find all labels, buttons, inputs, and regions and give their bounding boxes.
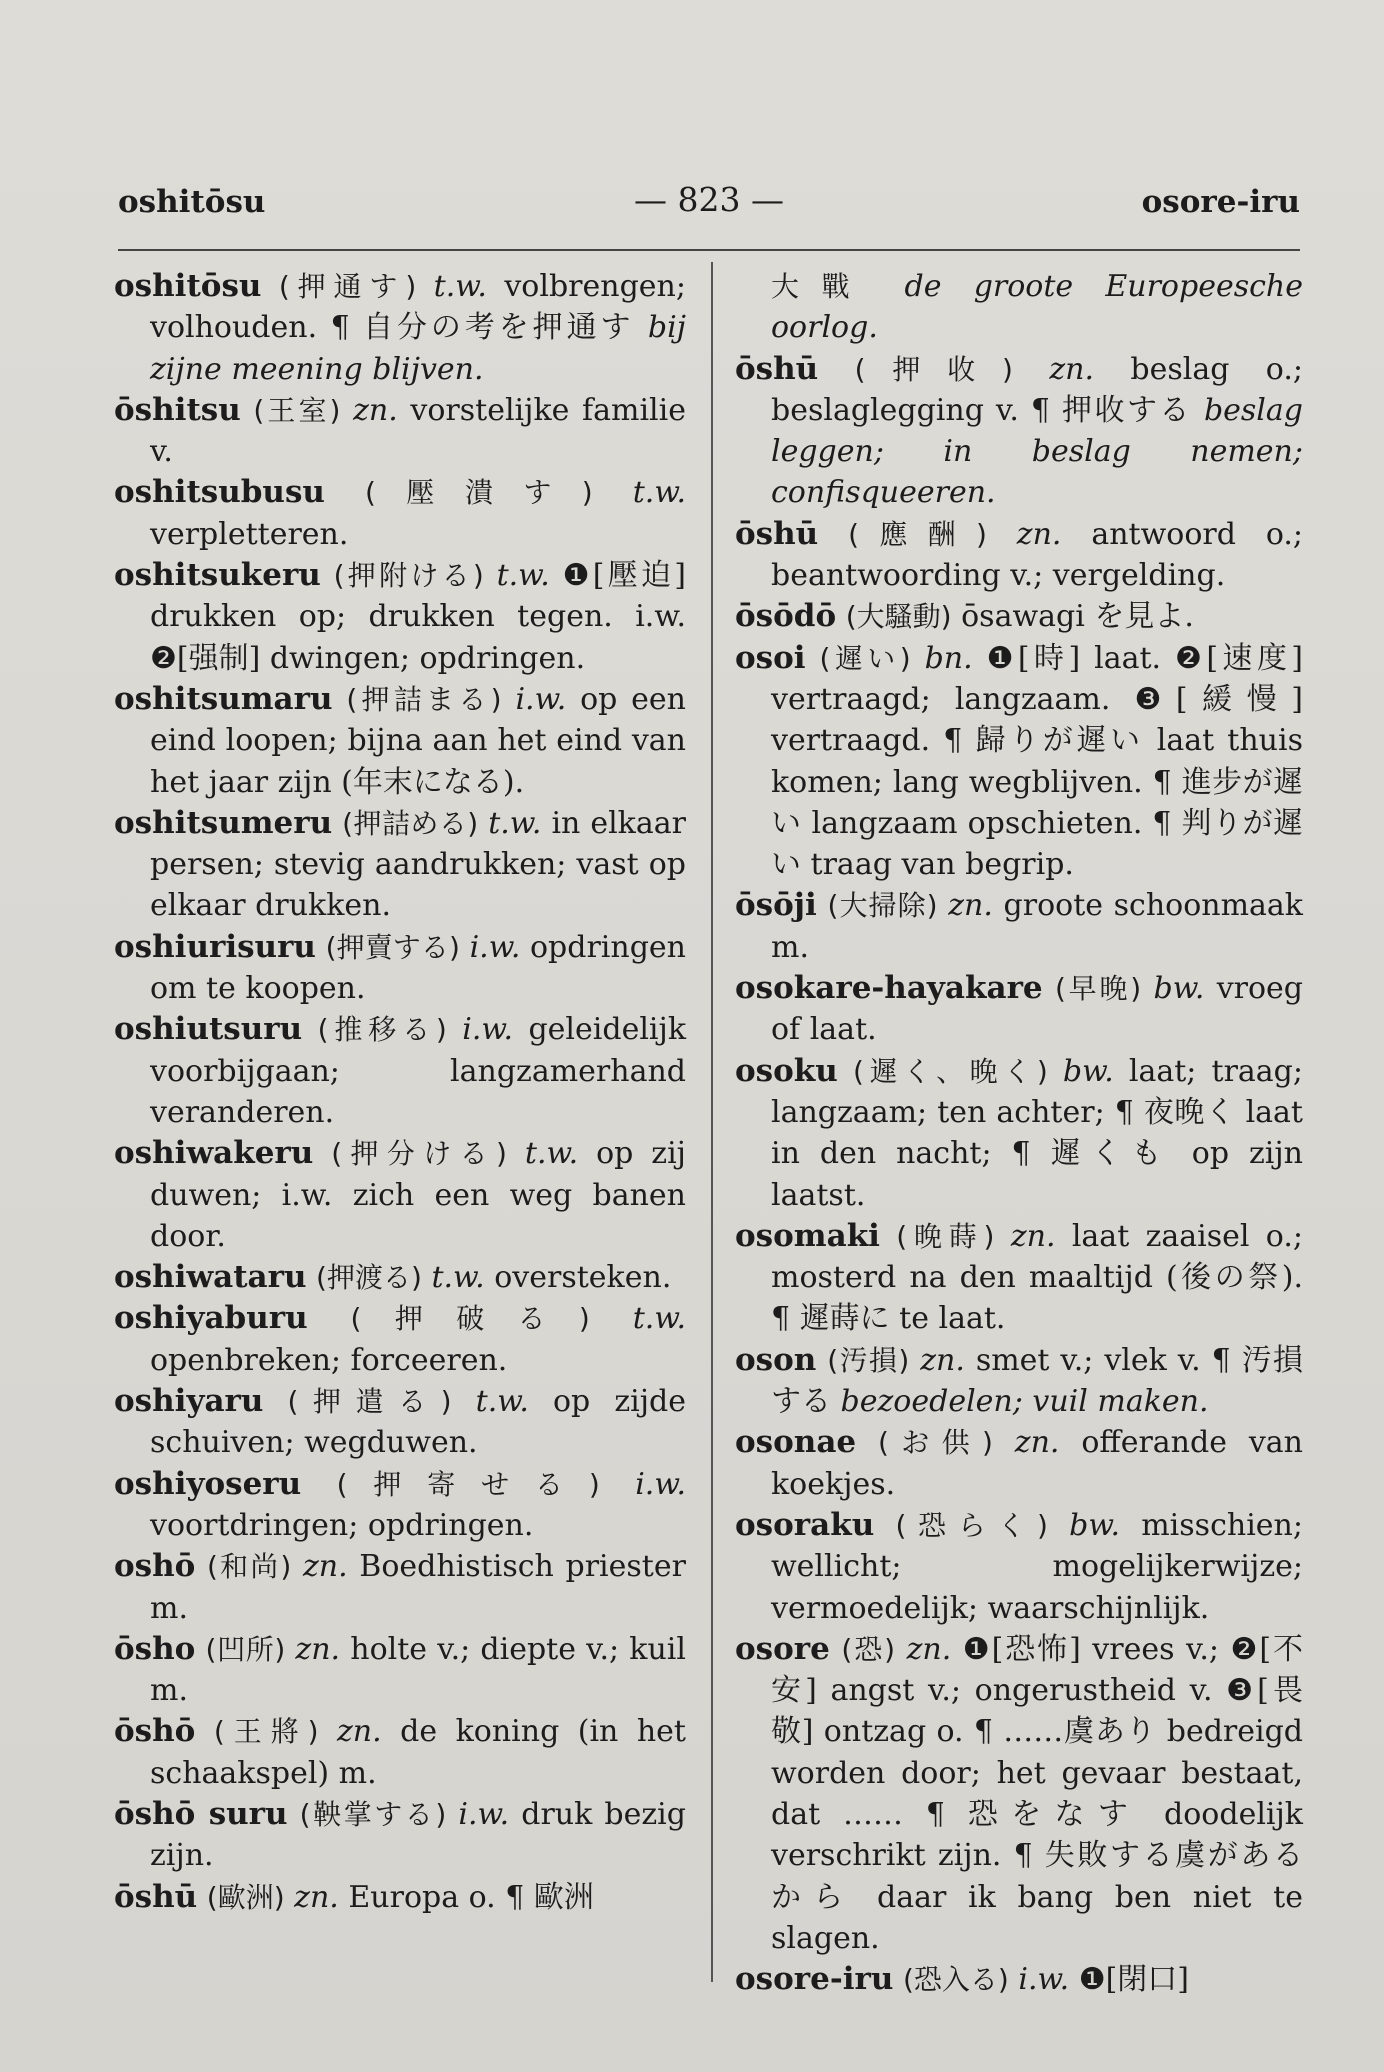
entry-definition: ōsawagi を見よ. — [961, 599, 1194, 635]
dictionary-entry — [735, 1959, 1303, 2000]
entry-grammar: zn. — [920, 1342, 965, 1378]
entry-example: de groote Europeesche oorlog. — [771, 269, 1303, 346]
entry-headword: osonae — [735, 1424, 857, 1461]
entry-grammar: zn. — [1010, 1218, 1056, 1254]
entry-headword: ōsōdō — [735, 598, 837, 635]
entry-headword: oshiyaru — [114, 1383, 264, 1420]
entry-kanji: (押渡る) — [316, 1261, 422, 1295]
entry-headword: oshiyoseru — [114, 1465, 302, 1502]
entry-kanji: (恐らく) — [895, 1508, 1048, 1542]
dictionary-entry — [735, 1422, 1303, 1505]
dictionary-entry — [114, 1133, 686, 1257]
entry-definition: oversteken. — [494, 1260, 672, 1296]
entry-definition: ❶[恐怖] vrees v.; ❷[不安] angst v.; ongerustheid v. ❸[畏敬] ontzag o. ¶ ……虞あり bedreigd worden door; het gevaar bestaat, dat …… ¶ 恐をなす doodelijk verschrikt zijn. ¶ 失敗する虞があるから daar ik bang ben niet te slagen. — [771, 1631, 1303, 1956]
entry-grammar: zn. — [353, 392, 398, 428]
entry-headword: ōshū — [735, 515, 819, 552]
dictionary-entry — [114, 803, 686, 927]
dictionary-entry — [735, 514, 1303, 597]
entry-definition: vorstelijke familie v. — [150, 392, 686, 470]
entry-headword: oshitōsu — [114, 268, 262, 304]
entry-definition: druk bezig zijn. — [150, 1796, 686, 1874]
entry-grammar: t.w. — [475, 1384, 529, 1420]
entry-definition: op zijde schuiven; wegduwen. — [150, 1384, 686, 1461]
dictionary-entry — [735, 968, 1303, 1051]
dictionary-entry — [735, 596, 1303, 637]
left-column — [114, 266, 686, 1918]
entry-definition: volbrengen; volhouden. ¶ 自分の考を押通す — [150, 269, 686, 346]
entry-kanji: (王將) — [213, 1715, 319, 1749]
dictionary-entry — [114, 472, 686, 555]
dictionary-entry — [114, 1257, 686, 1298]
entry-kanji: (押寄せる) — [336, 1467, 600, 1501]
page-number: — 823 — — [634, 180, 784, 219]
entry-headword: oshiwakeru — [114, 1135, 314, 1172]
entry-definition: opdringen om te koopen. — [150, 929, 687, 1007]
dictionary-entry — [114, 1794, 686, 1877]
entry-definition: de koning (in het schaakspel) m. — [150, 1714, 686, 1791]
entry-grammar: zn. — [906, 1631, 952, 1667]
entry-headword: oshitsumeru — [114, 804, 333, 841]
entry-definition: in elkaar persen; stevig aandrukken; vast op elkaar drukken. — [150, 805, 686, 924]
dictionary-entry — [735, 1629, 1303, 1959]
entry-headword: oshitsubusu — [114, 474, 325, 511]
entry-kanji: (押詰める) — [342, 806, 479, 840]
entry-headword: ōshū — [114, 1878, 198, 1915]
entry-definition: groote schoonmaak m. — [771, 888, 1303, 965]
entry-kanji: (推移る) — [317, 1013, 447, 1047]
dictionary-entry — [114, 1629, 686, 1712]
entry-kanji: (押賣する) — [325, 930, 460, 964]
entry-grammar: i.w. — [1018, 1962, 1070, 1998]
entry-grammar: i.w. — [458, 1796, 510, 1832]
entry-headword: oshiyaburu — [114, 1300, 308, 1337]
entry-grammar: t.w. — [433, 269, 487, 304]
entry-kanji: (恐入る) — [902, 1963, 1009, 1997]
dictionary-entry — [114, 266, 686, 390]
entry-headword: osore — [735, 1630, 830, 1667]
entry-grammar: t.w. — [488, 805, 542, 841]
entry-headword: oshiwataru — [114, 1259, 307, 1296]
entry-kanji: (鞅掌する) — [299, 1797, 447, 1831]
entry-headword: ōshitsu — [114, 391, 241, 428]
entry-grammar: zn. — [294, 1879, 339, 1915]
entry-grammar: zn. — [337, 1714, 382, 1750]
entry-definition: openbreken; forceeren. — [150, 1342, 508, 1378]
entry-kanji: (押分ける) — [331, 1137, 507, 1171]
entry-definition: beslag o.; beslaglegging v. ¶ 押收する — [771, 351, 1303, 428]
entry-headword: ōsōji — [735, 887, 817, 924]
entry-example: bezoedelen; vuil maken. — [840, 1384, 1209, 1420]
entry-kanji: (押通す) — [278, 270, 417, 303]
dictionary-entry — [114, 390, 686, 473]
entry-grammar: bw. — [1069, 1507, 1121, 1543]
entry-definition: Boedhistisch priester m. — [150, 1549, 686, 1626]
dictionary-entry — [735, 1216, 1303, 1340]
entry-kanji: (汚損) — [827, 1343, 910, 1377]
dictionary-entry — [735, 1505, 1303, 1629]
dictionary-entry — [735, 349, 1303, 514]
guide-word-left: oshitōsu — [118, 184, 266, 220]
guide-word-right: osore-iru — [1141, 184, 1300, 220]
entry-grammar: zn. — [295, 1631, 341, 1667]
entry-definition: ❶[壓迫] drukken op; drukken tegen. i.w. ❷[强制] dwingen; opdringen. — [150, 558, 686, 676]
entry-grammar: zn. — [948, 888, 993, 924]
column-divider — [711, 262, 713, 1982]
header-rule — [118, 249, 1300, 251]
entry-definition: vroeg of laat. — [771, 971, 1303, 1048]
dictionary-entry — [114, 1381, 686, 1464]
entry-definition: smet v.; vlek v. ¶ 汚損する — [771, 1342, 1303, 1420]
entry-headword: osoraku — [735, 1506, 875, 1543]
entry-grammar: i.w. — [515, 681, 567, 717]
entry-definition: laat; traag; langzaam; ten achter; ¶ 夜晚く laat in den nacht; ¶ 遲くも op zijn laatst. — [771, 1053, 1303, 1213]
entry-definition: holte v.; diepte v.; kuil m. — [150, 1631, 686, 1709]
right-column — [735, 266, 1303, 2000]
entry-kanji: (和尚) — [207, 1550, 292, 1584]
entry-kanji: (應酬) — [848, 517, 987, 551]
entry-example: beslag leggen; in beslag nemen; confisqueeren. — [771, 392, 1303, 511]
entry-example: bij zijne meening blijven. — [150, 310, 686, 387]
entry-headword: osokare-hayakare — [735, 970, 1043, 1007]
entry-definition: misschien; wellicht; mogelijkerwijze; vermoedelijk; waarschijnlijk. — [771, 1507, 1303, 1626]
entry-definition: ❶[閉口] — [1078, 1962, 1189, 1998]
entry-kanji: (早晚) — [1054, 972, 1142, 1006]
entry-kanji: (凹所) — [205, 1632, 286, 1666]
dictionary-entry — [114, 555, 686, 679]
dictionary-entry — [114, 1546, 686, 1629]
entry-kanji: (歐洲) — [206, 1880, 285, 1914]
entry-kanji: (押收) — [854, 352, 1013, 386]
entry-grammar: bn. — [924, 640, 973, 676]
entry-kanji: (遲い) — [819, 641, 911, 675]
dictionary-entry — [735, 1340, 1303, 1423]
entry-grammar: t.w. — [524, 1136, 579, 1172]
entry-grammar: i.w. — [469, 929, 521, 965]
entry-definition: op zij duwen; i.w. zich een weg banen door. — [150, 1136, 686, 1254]
entry-grammar: t.w. — [496, 558, 550, 594]
entry-kanji: (大掃除) — [827, 889, 938, 923]
entry-definition: ❶[時] laat. ❷[速度] vertraagd; langzaam. ❸[緩慢] vertraagd. ¶ 歸りが遲い laat thuis komen; lang wegblijven. ¶ 進步が遲い langzaam opschieten. ¶ 判りが遲い traag van begrip. — [771, 640, 1303, 883]
entry-kanji: (押遣る) — [287, 1385, 452, 1419]
entry-headword: osoi — [735, 639, 806, 676]
entry-grammar: t.w. — [632, 475, 686, 511]
entry-headword: osoku — [735, 1052, 838, 1089]
entry-grammar: zn. — [302, 1549, 348, 1585]
entry-definition: offerande van koekjes. — [771, 1425, 1303, 1502]
entry-headword: oshiurisuru — [114, 928, 316, 965]
entry-headword: oson — [735, 1341, 817, 1378]
entry-definition: op een eind loopen; bijna aan het eind van het jaar zijn (年末になる). — [150, 681, 686, 800]
dictionary-entry — [114, 1009, 686, 1133]
dictionary-entry — [114, 1711, 686, 1794]
entry-kanji: (遲く、晚く) — [852, 1054, 1048, 1088]
entry-headword: oshō — [114, 1548, 196, 1585]
entry-definition: antwoord o.; beantwoording v.; vergelding. — [771, 516, 1303, 594]
entry-grammar: bw. — [1153, 971, 1205, 1007]
dictionary-entry — [114, 1298, 686, 1381]
dictionary-entry — [735, 1051, 1303, 1216]
entry-headword: ōshō — [114, 1713, 196, 1750]
entry-definition: geleidelijk voorbijgaan; langzamerhand veranderen. — [150, 1012, 686, 1130]
entry-grammar: i.w. — [462, 1012, 514, 1048]
entry-headword: osomaki — [735, 1217, 880, 1254]
entry-kanji: (押附ける) — [333, 559, 484, 593]
entry-headword: oshiutsuru — [114, 1011, 303, 1048]
entry-definition: laat zaaisel o.; mosterd na den maaltijd (後の祭). ¶ 遲蒔に te laat. — [771, 1218, 1303, 1337]
entry-kanji: (お供) — [878, 1426, 993, 1460]
entry-headword: ōshō suru — [114, 1795, 288, 1832]
entry-definition: voortdringen; opdringen. — [150, 1507, 534, 1543]
entry-grammar: t.w. — [431, 1260, 485, 1296]
entry-grammar: zn. — [1014, 1425, 1060, 1461]
dictionary-entry — [114, 679, 686, 803]
entry-grammar: t.w. — [632, 1301, 686, 1337]
entry-kanji: (晚蒔) — [896, 1219, 995, 1253]
entry-grammar: i.w. — [635, 1466, 686, 1502]
entry-headword: oshitsumaru — [114, 680, 333, 717]
entry-definition: Europa o. ¶ 歐洲 — [348, 1879, 594, 1915]
entry-headword: osore-iru — [735, 1961, 894, 1998]
entry-kanji: (王室) — [253, 393, 341, 427]
entry-kanji: (大騷動) — [845, 600, 952, 634]
entry-headword: ōshū — [735, 350, 819, 387]
entry-kanji: (恐) — [841, 1632, 896, 1666]
entry-kanji: (押詰まる) — [346, 682, 502, 716]
entry-headword: oshitsukeru — [114, 557, 321, 594]
continued-entry — [735, 266, 1303, 349]
entry-kanji: (押破る) — [350, 1302, 590, 1336]
running-head — [118, 176, 1300, 236]
dictionary-entry — [114, 927, 686, 1010]
dictionary-entry — [114, 1877, 686, 1918]
entry-kanji: 大戰 — [771, 270, 873, 303]
dictionary-entry — [735, 885, 1303, 968]
dictionary-entry — [735, 638, 1303, 886]
dictionary-entry — [114, 1464, 686, 1547]
entry-definition: verpletteren. — [150, 516, 349, 552]
entry-kanji: (壓潰す) — [364, 476, 593, 510]
entry-headword: ōsho — [114, 1630, 196, 1667]
entry-grammar: bw. — [1062, 1053, 1114, 1089]
entry-grammar: zn. — [1016, 516, 1062, 552]
entry-grammar: zn. — [1049, 351, 1094, 387]
